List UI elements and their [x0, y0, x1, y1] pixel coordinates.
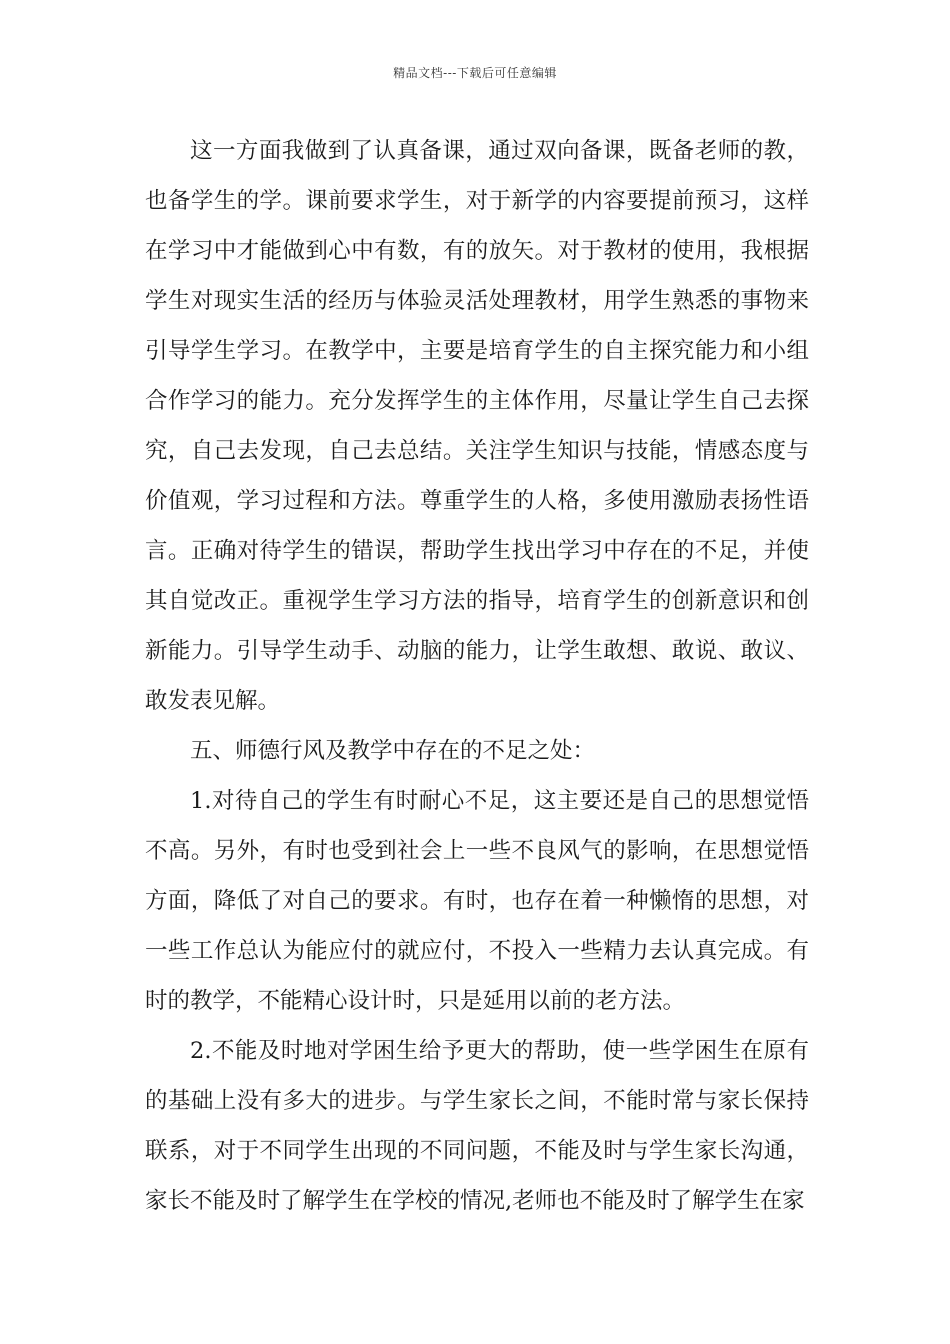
- document-body: [145, 126, 809, 1226]
- page-header: 精品文档---下载后可任意编辑: [393, 66, 557, 80]
- paragraph-lesson-prep: 这一方面我做到了认真备课，通过双向备课，既备老师的教，也备学生的学。课前要求学生，对于新学的内容要提前预习，这样在学习中才能做到心中有数，有的放矢。对于教材的使用，我根据学生对现实生活的经历与体验灵活处理教材，用学生熟悉的事物来引导学生学习。在教学中，主要是培育学生的自主探究能力和小组合作学习的能力。充分发挥学生的主体作用，尽量让学生自己去探究，自己去发现，自己去总结。关注学生知识与技能，情感态度与价值观，学习过程和方法。尊重学生的人格，多使用激励表扬性语言。正确对待学生的错误，帮助学生找出学习中存在的不足，并使其自觉改正。重视学生学习方法的指导，培育学生的创新意识和创新能力。引导学生动手、动脑的能力，让学生敢想、敢说、敢议、敢发表见解。: [145, 138, 809, 714]
- paragraph-point-1: 1.对待自己的学生有时耐心不足，这主要还是自己的思想觉悟不高。另外，有时也受到社会上一些不良风气的影响，在思想觉悟方面，降低了对自己的要求。有时，也存在着一种懒惰的思想，对一些工作总认为能应付的就应付，不投入一些精力去认真完成。有时的教学，不能精心设计时，只是延用以前的老方法。: [145, 788, 809, 1014]
- paragraph-point-2: 2.不能及时地对学困生给予更大的帮助，使一些学困生在原有的基础上没有多大的进步。与学生家长之间，不能时常与家长保持联系，对于不同学生出现的不同问题，不能及时与学生家长沟通，家长不能及时了解学生在学校的情况,老师也不能及时了解学生在家: [145, 1038, 809, 1214]
- section-heading-shortcomings: 五、师德行风及教学中存在的不足之处：: [190, 738, 596, 764]
